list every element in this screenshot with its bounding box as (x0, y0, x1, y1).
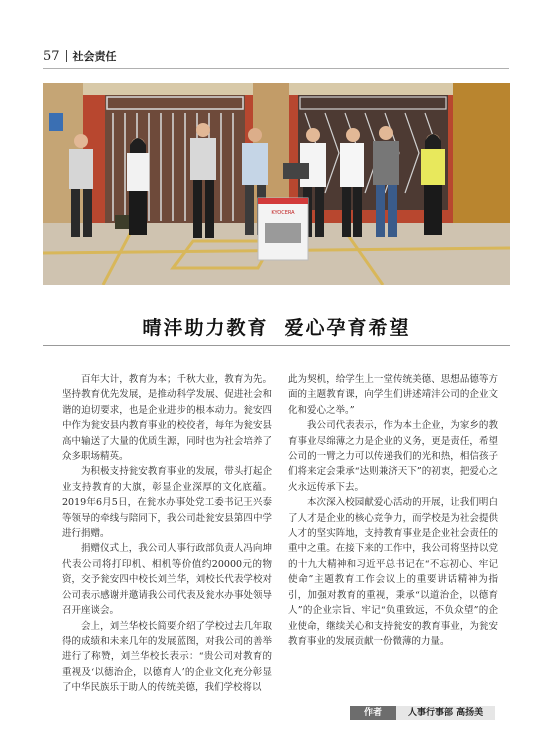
left-column (62, 372, 272, 696)
section-name: 社会责任 (72, 50, 117, 63)
paragraph: 为积极支持瓮安教育事业的发展，带头打起企业支持教育的大旗，彰显企业深厚的文化底蕴。2019年6月5日，在瓮水办事处党工委书记王兴泰等领导的牵线与陪同下，我公司赴瓮安县第四中学进行捐赠。 (62, 466, 272, 540)
paragraph: 百年大计，教育为本；千秋大业，教育为先。坚持教育优先发展，是推动科学发展、促进社会和谐的迫切要求，也是企业进步的根本动力。瓮安四中作为瓮安县内教育事业的校佼者，每年为瓮安县高中输送了大量的优质生源，同时也为社会培养了众多职场精英。 (62, 374, 272, 463)
page-header (43, 47, 117, 65)
donation-photo (43, 83, 510, 285)
page-number: 57 (43, 48, 60, 64)
title-part-2: 爱心孕育希望 (284, 317, 411, 339)
title-part-1: 晴沣助力教育 (142, 317, 269, 339)
printer-brand-text: KYOCERA (271, 210, 295, 216)
paragraph: 会上，刘兰华校长简要介绍了学校过去几年取得的成绩和未来几年的发展蓝图，对我公司的善举进行了称赞，刘兰华校长表示：“贵公司对教育的重视及‘以德治企，以德育人’的企业文化充分彰显了中华民族乐于助人的传统美德，我们学校将以 (62, 620, 272, 694)
byline-label: 作者 (350, 706, 396, 720)
paragraph: 本次深入校园献爱心活动的开展，让我们明白了人才是企业的核心竞争力，而学校是为社会提供人才的坚实阵地，支持教育事业是企业社会责任的重中之重。在接下来的工作中，我公司将坚持以党的十九大精神和习近平总书记在“不忘初心、牢记使命”主题教育工作会议上的重要讲话精神为指引，加强对教育的重视，秉承“以道治企，以德育人”的企业宗旨、牢记“负重致远，不负众望”的企业使命，继续关心和支持瓮安的教育事业，为瓮安教育事业的发展贡献一份微薄的力量。 (288, 497, 498, 647)
header-rule (43, 68, 509, 69)
title-rule (43, 345, 510, 346)
paragraph: 捐赠仪式上，我公司人事行政部负责人冯向坤代表公司将打印机、相机等价值约20000元的物资，交予瓮安四中校长刘兰华，刘校长代表学校对公司表示感谢并邀请我公司代表及瓮水办事处领导召开座谈会。 (62, 543, 272, 617)
header-divider (66, 50, 67, 62)
article-title (0, 313, 553, 340)
right-column (288, 372, 498, 649)
paragraph: 我公司代表表示，作为本土企业，为家乡的教育事业尽绵薄之力是企业的义务，更是责任，希望公司的一臂之力可以传递我们的光和热，相信孩子们将来定会秉承“达则兼济天下”的初衷，把爱心之火永远传承下去。 (288, 420, 498, 493)
byline (350, 706, 495, 720)
byline-author: 人事行事部 高扬美 (396, 706, 495, 720)
paragraph: 此为契机，给学生上一堂传统美德、思想品德等方面的主题教育课，向学生们讲述靖沣公司的企业文化和爱心之举。” (288, 374, 498, 416)
